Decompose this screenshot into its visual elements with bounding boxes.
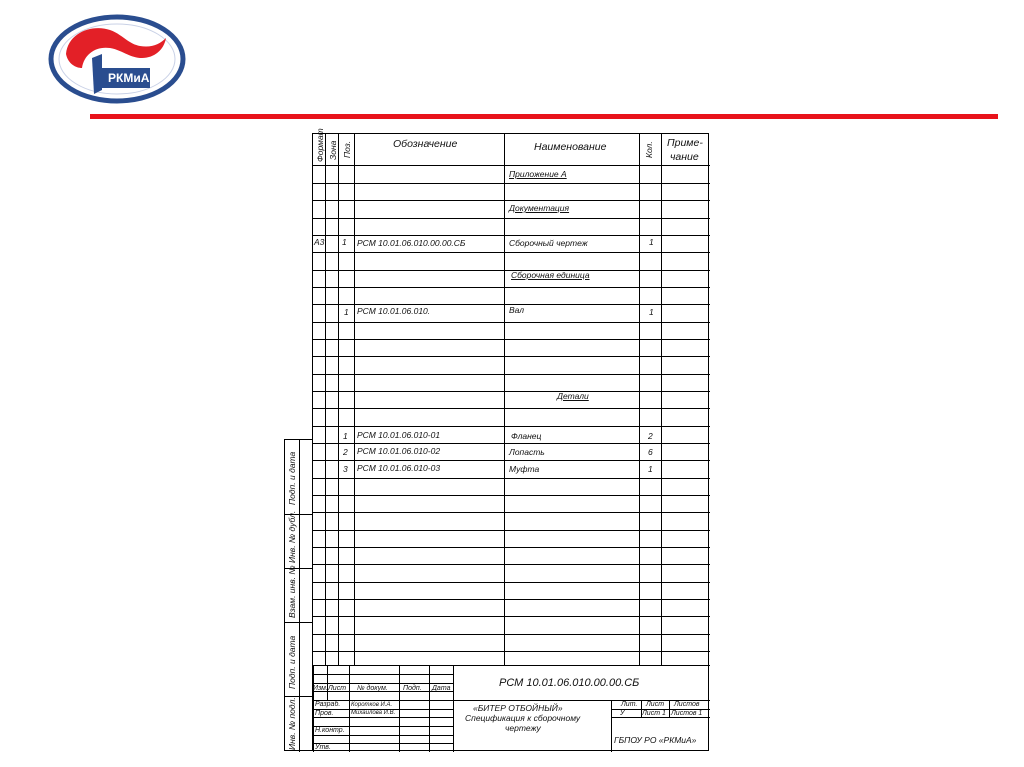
logo-text: РКМиА xyxy=(108,71,150,85)
row-1-pos: 1 xyxy=(342,237,347,247)
label-sheet: Лист xyxy=(646,701,665,708)
header-divider xyxy=(90,114,998,119)
organization-name: ГБПОУ РО «РКМиА» xyxy=(614,735,697,745)
row-5-designation: РСМ 10.01.06.010-03 xyxy=(357,463,441,473)
row-2-qty: 1 xyxy=(649,307,654,317)
label-n-kontr: Н.контр. xyxy=(315,727,345,734)
row-5-qty: 1 xyxy=(648,464,653,474)
row-1-name: Сборочный чертеж xyxy=(509,238,588,248)
header-qty: Кол. xyxy=(644,141,654,158)
row-1-format: А3 xyxy=(314,237,325,247)
row-3-name: Фланец xyxy=(511,431,542,441)
header-designation: Обозначение xyxy=(393,138,458,150)
organization-logo xyxy=(48,14,186,104)
label-sheets: Листов xyxy=(674,701,700,708)
title-block-designation: РСМ 10.01.06.010.00.00.СБ xyxy=(499,677,640,689)
specification-sheet xyxy=(312,128,709,751)
row-1-designation: РСМ 10.01.06.010.00.00.СБ xyxy=(357,238,466,248)
title-line-2: Спецификация к сборочному xyxy=(465,713,581,723)
label-lit: Лит. xyxy=(621,701,638,708)
header-format: Формат xyxy=(315,128,325,162)
label-izm: Изм. xyxy=(313,685,328,692)
title-block xyxy=(313,665,710,752)
label-razrab: Разраб. xyxy=(315,701,341,708)
lit-value: У xyxy=(620,710,625,717)
sheets-value: Листов 1 xyxy=(671,710,703,717)
label-podp: Подп. xyxy=(403,685,422,692)
side-label-podp-data-2: Подп. и дата xyxy=(287,635,297,689)
side-label-vzam-inv: Взам. инв. № xyxy=(287,565,297,618)
section-parts: Детали xyxy=(557,391,589,401)
row-2-name: Вал xyxy=(509,305,525,315)
row-1-qty: 1 xyxy=(649,237,654,247)
header-name: Наименование xyxy=(534,141,607,153)
row-4-pos: 2 xyxy=(343,447,348,457)
title-line-3: чертежу xyxy=(505,723,541,733)
header-note-line2: чание xyxy=(670,151,699,163)
row-3-designation: РСМ 10.01.06.010-01 xyxy=(357,430,441,440)
label-prov: Пров. xyxy=(315,710,334,717)
row-4-qty: 6 xyxy=(648,447,653,457)
razrab-name: Коротков И.А. xyxy=(351,702,393,708)
side-label-inv-podl: Инв. № подл. xyxy=(287,697,297,750)
header-pos: Поз. xyxy=(342,140,352,158)
row-5-name: Муфта xyxy=(509,464,540,474)
label-utv: Утв. xyxy=(315,744,331,751)
label-list: Лист xyxy=(328,685,347,692)
section-documentation: Документация xyxy=(509,203,570,213)
section-assembly-unit: Сборочная единица xyxy=(511,270,590,280)
title-line-1: «БИТЕР ОТБОЙНЫЙ» xyxy=(473,703,563,713)
label-doc-no: № докум. xyxy=(357,685,388,692)
row-3-pos: 1 xyxy=(343,431,348,441)
prov-name: Михайлова И.В. xyxy=(351,710,396,716)
row-2-pos: 1 xyxy=(344,307,349,317)
header-note-line1: Приме- xyxy=(667,137,703,149)
header-zone: Зона xyxy=(328,140,338,160)
row-4-designation: РСМ 10.01.06.010-02 xyxy=(357,446,441,456)
side-label-inv-dubl: Инв. № дубл. xyxy=(287,510,297,563)
row-4-name: Лопасть xyxy=(509,447,545,457)
row-2-designation: РСМ 10.01.06.010. xyxy=(357,306,431,316)
row-5-pos: 3 xyxy=(343,464,348,474)
side-label-podp-data-1: Подп. и дата xyxy=(287,451,297,505)
row-3-qty: 2 xyxy=(648,431,653,441)
label-data: Дата xyxy=(432,685,451,692)
section-appendix: Приложение А xyxy=(509,169,567,179)
sheet-value: Лист 1 xyxy=(642,710,666,717)
